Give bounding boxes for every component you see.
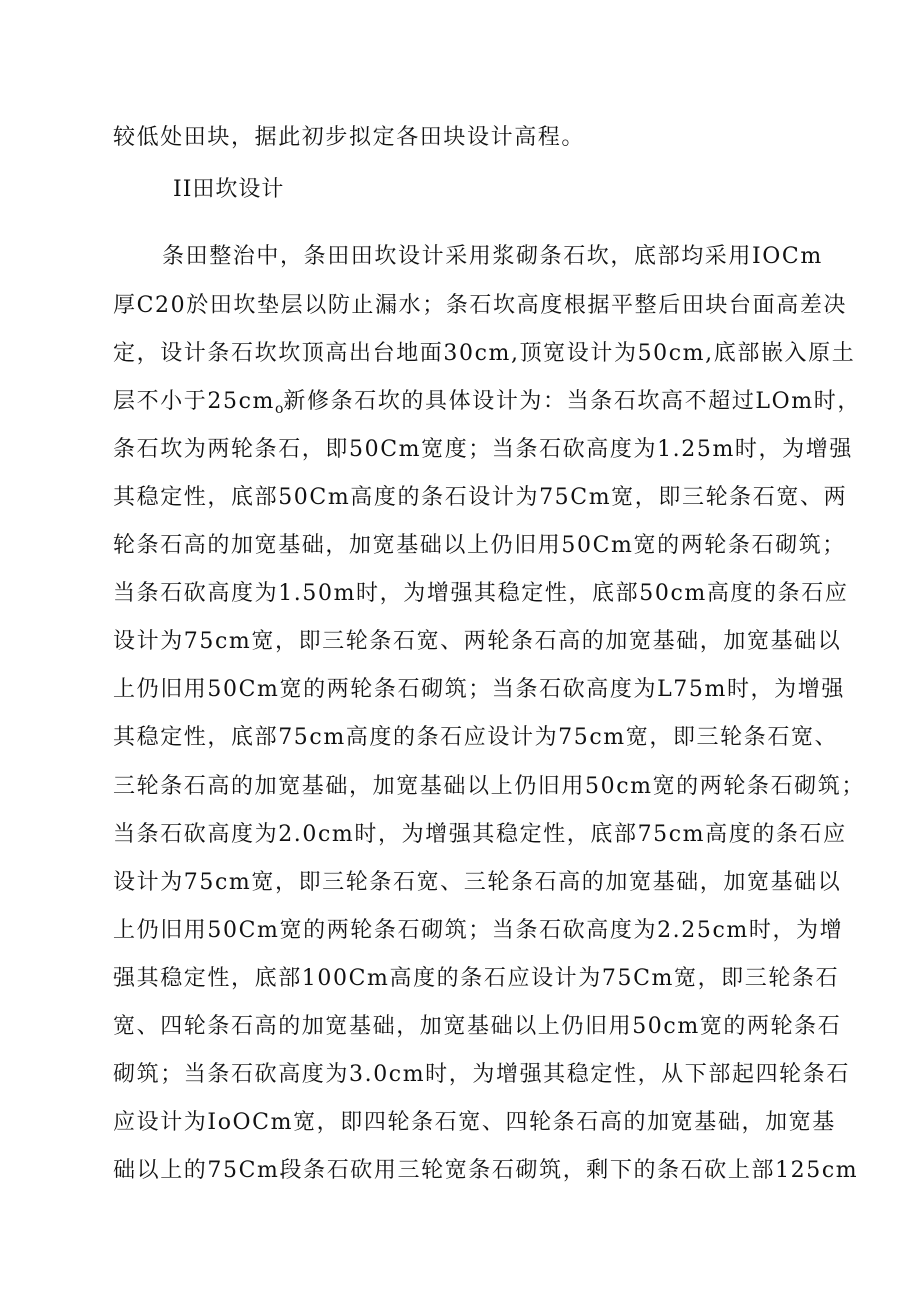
paragraph-line: 其稳定性，底部50Cm高度的条石设计为75Cm宽，即三轮条石宽、两: [113, 485, 848, 510]
paragraph-line: 宽、四轮条石高的加宽基础，加宽基础以上仍旧用50cm宽的两轮条石: [113, 1014, 842, 1039]
paragraph-line: 当条石砍高度为1.50m时，为增强其稳定性，底部50cm高度的条石应: [113, 581, 849, 606]
line-segment: 新修条石坎的具体设计为：当条石坎高不超过LOm时，: [283, 389, 861, 414]
paragraph-line: 当条石砍高度为2.0cm时，为增强其稳定性，底部75cm高度的条石应: [113, 822, 847, 847]
paragraph-line: [113, 386, 861, 425]
paragraph-line: 设计为75cm宽，即三轮条石宽、三轮条石高的加宽基础，加宽基础以: [113, 870, 842, 895]
paragraph-line: 厚C20於田坎垫层以防止漏水；条石坎高度根据平整后田块台面高差决: [113, 293, 848, 318]
subscript-mark: o: [274, 401, 284, 417]
paragraph-line: 轮条石高的加宽基础，加宽基础以上仍旧用50Cm宽的两轮条石砌筑；: [113, 533, 846, 558]
paragraph-line: 设计为75cm宽，即三轮条石宽、两轮条石高的加宽基础，加宽基础以: [113, 629, 842, 654]
paragraph-line: 础以上的75Cm段条石砍用三轮宽条石砌筑，剩下的条石砍上部125cm: [113, 1158, 859, 1183]
paragraph-line: 其稳定性，底部75cm高度的条石应设计为75cm宽，即三轮条石宽、: [113, 725, 839, 750]
paragraph-line: 三轮条石高的加宽基础，加宽基础以上仍旧用50cm宽的两轮条石砌筑；: [113, 774, 865, 799]
paragraph-line: 砌筑；当条石砍高度为3.0cm时，为增强其稳定性，从下部起四轮条石: [113, 1062, 850, 1087]
section-heading: II田坎设计: [173, 177, 285, 202]
paragraph-line: 定，设计条石坎坎顶高出台地面30cm,顶宽设计为50cm,底部嵌入原土: [113, 341, 856, 366]
paragraph-line: 上仍旧用50Cm宽的两轮条石砌筑；当条石砍高度为L75m时，为增强: [113, 677, 845, 702]
paragraph-line: 条田整治中，条田田坎设计采用浆砌条石坎，底部均采用IOCm: [162, 244, 823, 269]
paragraph-line: 强其稳定性，底部100Cm高度的条石应设计为75Cm宽，即三轮条石: [113, 966, 840, 991]
line-segment: 层不小于25cm: [113, 389, 275, 414]
paragraph-line: 较低处田块，据此初步拟定各田块设计高程。: [113, 125, 586, 150]
paragraph-line: 条石坎为两轮条石，即50Cm宽度；当条石砍高度为1.25m时，为增强: [113, 437, 853, 462]
paragraph-line: 应设计为IoOCm宽，即四轮条石宽、四轮条石高的加宽基础，加宽基: [113, 1110, 836, 1135]
paragraph-line: 上仍旧用50Cm宽的两轮条石砌筑；当条石砍高度为2.25cm时，为增: [113, 918, 844, 943]
